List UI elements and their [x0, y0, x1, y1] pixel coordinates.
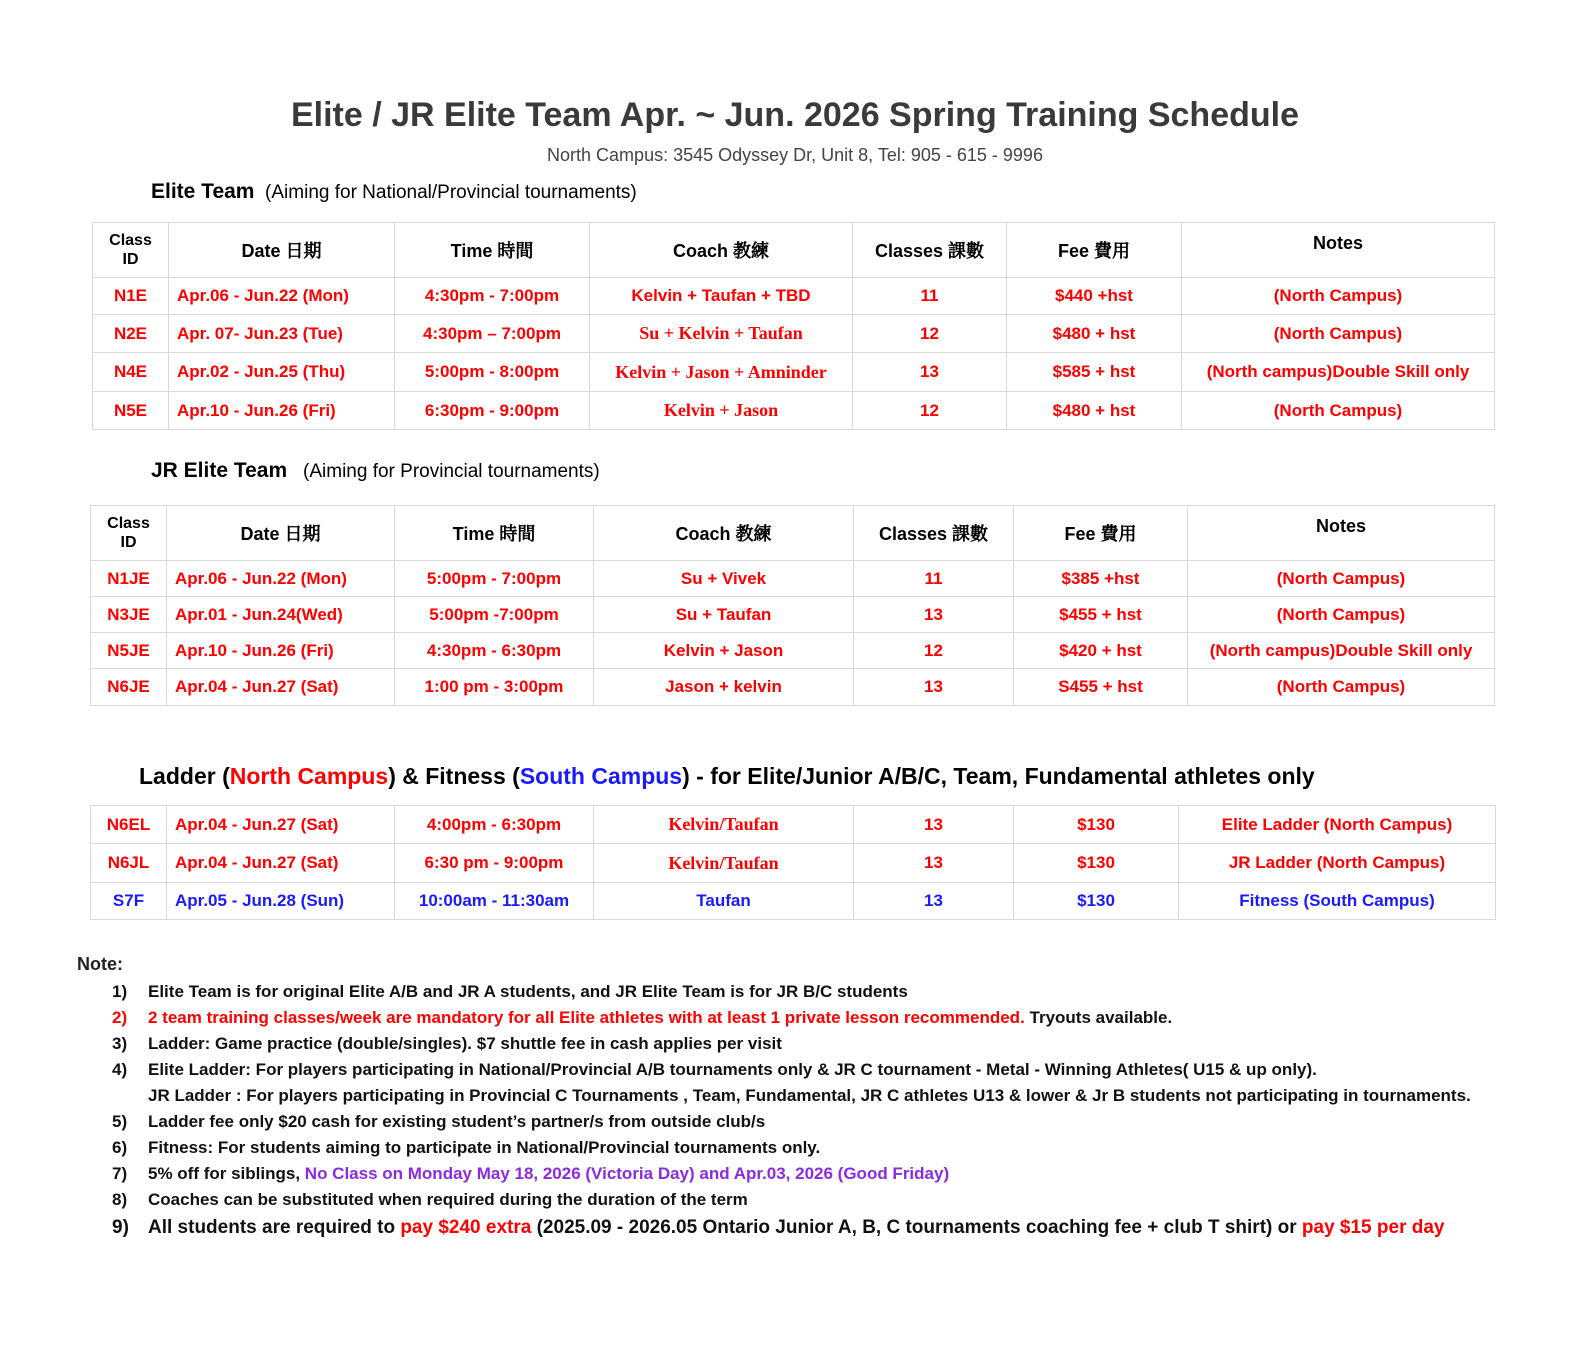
list-item: JR Ladder : For players participating in Provincial C Tournaments , Team, Fundamental, JR C athletes U13 & lower & Jr B students not participating in tournaments. — [148, 1086, 1471, 1105]
table-row — [93, 392, 1495, 430]
fee: $385 +hst — [1014, 561, 1188, 597]
ladder-table — [90, 805, 1496, 920]
table-row — [91, 597, 1495, 633]
classes: 11 — [853, 278, 1007, 315]
table-row — [93, 353, 1495, 392]
date: Apr.04 - Jun.27 (Sat) — [167, 806, 395, 844]
table-header-row — [93, 223, 1495, 278]
jr-elite-table — [90, 505, 1495, 706]
date: Apr.04 - Jun.27 (Sat) — [167, 669, 395, 706]
jr-elite-aim: (Aiming for Provincial tournaments) — [303, 461, 600, 482]
time: 4:00pm - 6:30pm — [395, 806, 594, 844]
notes: (North Campus) — [1182, 315, 1495, 353]
class-id: N5JE — [91, 633, 167, 669]
time: 1:00 pm - 3:00pm — [395, 669, 594, 706]
notes-title: Note: — [77, 954, 123, 974]
time: 4:30pm - 6:30pm — [395, 633, 594, 669]
date: Apr.04 - Jun.27 (Sat) — [167, 844, 395, 883]
col-class-id: Class ID — [93, 223, 169, 278]
class-id: S7F — [91, 883, 167, 920]
jr-elite-section-heading — [151, 459, 600, 483]
class-id: N3JE — [91, 597, 167, 633]
table-row — [91, 806, 1496, 844]
col-date: Date 日期 — [169, 223, 395, 278]
col-notes: Notes — [1188, 506, 1495, 561]
table-header-row — [91, 506, 1495, 561]
coach: Su + Kelvin + Taufan — [590, 315, 853, 353]
fee: $455 + hst — [1014, 597, 1188, 633]
class-id: N6JE — [91, 669, 167, 706]
classes: 12 — [853, 315, 1007, 353]
notes-list — [112, 979, 1562, 1243]
date: Apr.10 - Jun.26 (Fri) — [169, 392, 395, 430]
date: Apr.05 - Jun.28 (Sun) — [167, 883, 395, 920]
col-date: Date 日期 — [167, 506, 395, 561]
coach: Jason + kelvin — [594, 669, 854, 706]
class-id: N5E — [93, 392, 169, 430]
coach: Kelvin + Jason + Amninder — [590, 353, 853, 392]
col-classes: Classes 課數 — [854, 506, 1014, 561]
classes: 12 — [854, 633, 1014, 669]
date: Apr.02 - Jun.25 (Thu) — [169, 353, 395, 392]
classes: 13 — [854, 844, 1014, 883]
south-campus-label: South Campus — [519, 763, 683, 789]
elite-section-heading — [151, 180, 637, 204]
time: 5:00pm - 8:00pm — [395, 353, 590, 392]
fee: $480 + hst — [1007, 315, 1182, 353]
list-item: 3) Ladder: Game practice (double/singles). $7 shuttle fee in cash applies per visit — [112, 1034, 782, 1053]
elite-aim: (Aiming for National/Provincial tournaments) — [265, 182, 637, 203]
table-row — [91, 883, 1496, 920]
date: Apr.06 - Jun.22 (Mon) — [169, 278, 395, 315]
ladder-section-heading: Ladder (North Campus) & Fitness (South Campus) - for Elite/Junior A/B/C, Team, Fundamental athletes only — [139, 763, 1315, 789]
time: 5:00pm -7:00pm — [395, 597, 594, 633]
time: 4:30pm - 7:00pm — [395, 278, 590, 315]
class-id: N4E — [93, 353, 169, 392]
fee: $585 + hst — [1007, 353, 1182, 392]
coach: Kelvin/Taufan — [594, 806, 854, 844]
fee: $480 + hst — [1007, 392, 1182, 430]
fee: $420 + hst — [1014, 633, 1188, 669]
list-item: 5) Ladder fee only $20 cash for existing student’s partner/s from outside club/s — [112, 1112, 766, 1131]
coach: Su + Vivek — [594, 561, 854, 597]
notes: (North Campus) — [1182, 278, 1495, 315]
notes: Fitness (South Campus) — [1179, 883, 1496, 920]
time: 5:00pm - 7:00pm — [395, 561, 594, 597]
coach: Kelvin + Jason — [590, 392, 853, 430]
col-notes: Notes — [1182, 223, 1495, 278]
list-item: 2) 2 team training classes/week are mandatory for all Elite athletes with at least 1 private lesson recommended. Tryouts available. — [112, 1008, 1173, 1027]
fee: S455 + hst — [1014, 669, 1188, 706]
jr-elite-heading: JR Elite Team — [151, 459, 288, 482]
time: 6:30 pm - 9:00pm — [395, 844, 594, 883]
list-item: 4) Elite Ladder: For players participating in National/Provincial A/B tournaments only & JR C tournament - Metal - Winning Athletes( U15 & up only). — [112, 1060, 1317, 1079]
notes: JR Ladder (North Campus) — [1179, 844, 1496, 883]
col-classes: Classes 課數 — [853, 223, 1007, 278]
notes: (North campus)Double Skill only — [1188, 633, 1495, 669]
col-class-id: Class ID — [91, 506, 167, 561]
class-id: N2E — [93, 315, 169, 353]
date: Apr.01 - Jun.24(Wed) — [167, 597, 395, 633]
notes: (North Campus) — [1188, 669, 1495, 706]
classes: 13 — [854, 806, 1014, 844]
notes: (North Campus) — [1188, 561, 1495, 597]
col-time: Time 時間 — [395, 506, 594, 561]
list-item: 7) 5% off for siblings, No Class on Monday May 18, 2026 (Victoria Day) and Apr.03, 2026 (Good Friday) — [112, 1164, 950, 1183]
date: Apr. 07- Jun.23 (Tue) — [169, 315, 395, 353]
class-id: N1JE — [91, 561, 167, 597]
classes: 13 — [853, 353, 1007, 392]
elite-table — [92, 222, 1495, 430]
fee: $130 — [1014, 883, 1179, 920]
time: 4:30pm – 7:00pm — [395, 315, 590, 353]
class-id: N6JL — [91, 844, 167, 883]
col-coach: Coach 教練 — [590, 223, 853, 278]
table-row — [91, 669, 1495, 706]
date: Apr.10 - Jun.26 (Fri) — [167, 633, 395, 669]
col-coach: Coach 教練 — [594, 506, 854, 561]
fee: $130 — [1014, 844, 1179, 883]
notes: (North campus)Double Skill only — [1182, 353, 1495, 392]
list-item: 8) Coaches can be substituted when required during the duration of the term — [112, 1190, 748, 1209]
time: 10:00am - 11:30am — [395, 883, 594, 920]
notes: (North Campus) — [1182, 392, 1495, 430]
list-item: 9) All students are required to pay $240 extra (2025.09 - 2026.05 Ontario Junior A, B, C tournaments coaching fee + club T shirt) or pay $15 per day — [112, 1217, 1445, 1238]
fee: $130 — [1014, 806, 1179, 844]
table-row — [93, 278, 1495, 315]
time: 6:30pm - 9:00pm — [395, 392, 590, 430]
date: Apr.06 - Jun.22 (Mon) — [167, 561, 395, 597]
notes: (North Campus) — [1188, 597, 1495, 633]
classes: 13 — [854, 669, 1014, 706]
list-item: 6) Fitness: For students aiming to participate in National/Provincial tournaments only. — [112, 1138, 821, 1157]
col-fee: Fee 費用 — [1007, 223, 1182, 278]
notes: Elite Ladder (North Campus) — [1179, 806, 1496, 844]
classes: 11 — [854, 561, 1014, 597]
page-subtitle: North Campus: 3545 Odyssey Dr, Unit 8, Tel: 905 - 615 - 9996 — [547, 145, 1043, 165]
page-title: Elite / JR Elite Team Apr. ~ Jun. 2026 Spring Training Schedule — [290, 96, 1299, 134]
col-time: Time 時間 — [395, 223, 590, 278]
north-campus-label: North Campus — [229, 763, 389, 789]
table-row — [91, 561, 1495, 597]
table-row — [93, 315, 1495, 353]
class-id: N1E — [93, 278, 169, 315]
coach: Kelvin/Taufan — [594, 844, 854, 883]
classes: 13 — [854, 597, 1014, 633]
coach: Taufan — [594, 883, 854, 920]
col-fee: Fee 費用 — [1014, 506, 1188, 561]
classes: 12 — [853, 392, 1007, 430]
coach: Su + Taufan — [594, 597, 854, 633]
fee: $440 +hst — [1007, 278, 1182, 315]
coach: Kelvin + Taufan + TBD — [590, 278, 853, 315]
class-id: N6EL — [91, 806, 167, 844]
list-item: 1) Elite Team is for original Elite A/B and JR A students, and JR Elite Team is for JR B/C students — [112, 982, 908, 1001]
table-row — [91, 844, 1496, 883]
classes: 13 — [854, 883, 1014, 920]
table-row — [91, 633, 1495, 669]
coach: Kelvin + Jason — [594, 633, 854, 669]
elite-heading: Elite Team — [151, 180, 255, 203]
